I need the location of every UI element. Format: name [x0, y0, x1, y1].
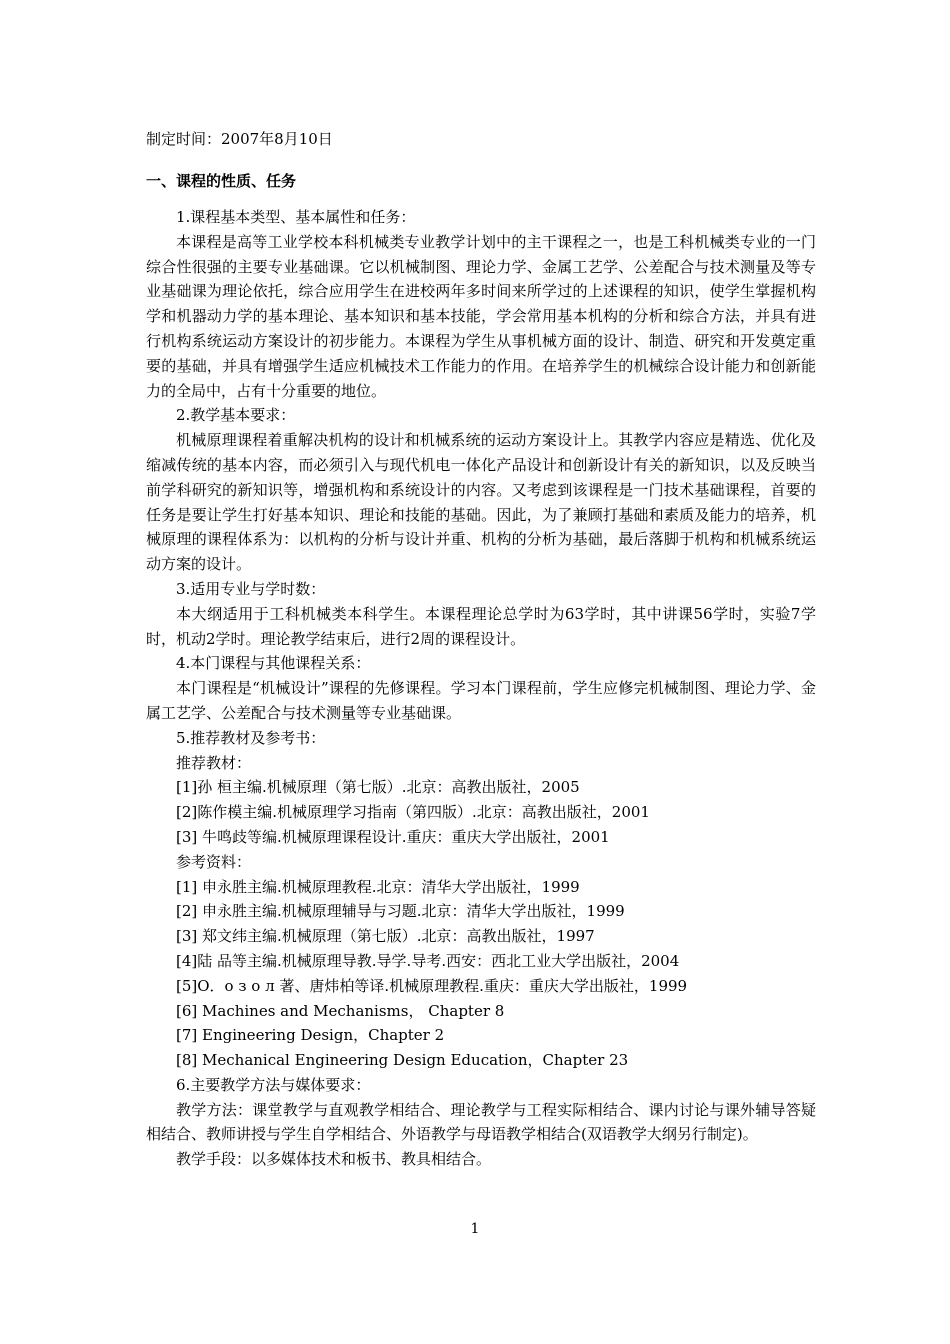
section-heading: 一、课程的性质、任务: [146, 172, 297, 190]
subsection-title-4: 4.本门课程与其他课程关系：: [176, 654, 371, 673]
textbook-item: [3] 牛鸣歧等编.机械原理课程设计.重庆：重庆大学出版社，2001: [176, 827, 610, 846]
reference-item: [6] Machines and Mechanisms， Chapter 8: [176, 1001, 505, 1020]
subsection-title-5: 5.推荐教材及参考书：: [176, 728, 326, 747]
textbook-item: [2]陈作模主编.机械原理学习指南（第四版）.北京：高教出版社，2001: [176, 803, 650, 822]
reference-item: [5]О．о з о л 著、唐炜柏等译.机械原理教程.重庆：重庆大学出版社，1999: [176, 976, 688, 995]
subsection-title-2: 2.教学基本要求：: [176, 406, 296, 425]
reference-item: [4]陆 品等主编.机械原理导教.导学.导考.西安：西北工业大学出版社，2004: [176, 951, 680, 970]
paragraph-3: 本大纲适用于工科机械类本科学生。本课程理论总学时为63学时，其中讲课56学时，实验7学时，机动2学时。理论教学结束后，进行2周的课程设计。: [146, 604, 816, 648]
paragraph-4: 本门课程是“机械设计”课程的先修课程。学习本门课程前，学生应修完机械制图、理论力学、金属工艺学、公差配合与技术测量等专业基础课。: [146, 679, 816, 722]
reference-item: [2] 申永胜主编.机械原理辅导与习题.北京：清华大学出版社，1999: [176, 902, 625, 921]
reference-item: [3] 郑文纬主编.机械原理（第七版）.北京：高教出版社，1997: [176, 927, 595, 946]
reference-item: [8] Mechanical Engineering Design Education，Chapter 23: [176, 1051, 629, 1070]
document-body: [146, 127, 816, 1172]
teaching-means-paragraph: 教学手段：以多媒体技术和板书、教具相结合。: [176, 1150, 492, 1169]
reference-item: [1] 申永胜主编.机械原理教程.北京：清华大学出版社，1999: [176, 877, 580, 896]
reference-item: [7] Engineering Design，Chapter 2: [176, 1026, 445, 1045]
paragraph-2: 机械原理课程着重解决机构的设计和机械系统的运动方案设计上。其教学内容应是精选、优化及缩减传统的基本内容，而必须引入与现代机电一体化产品设计和创新设计有关的新知识，以及反映当前学科研究的新知识等，增强机构和系统设计的内容。又考虑到该课程是一门技术基础课程，首要的任务是要让学生打好基本知识、理论和技能的基础。因此，为了兼顾打基础和素质及能力的培养，机械原理的课程体系为：以机构的分析与设计并重、机构的分析为基础，最后落脚于机构和机械系统运动方案的设计。: [146, 431, 816, 574]
subsection-title-6: 6.主要教学方法与媒体要求：: [176, 1075, 371, 1094]
references-label: 参考资料：: [176, 852, 252, 871]
date-line: 制定时间：2007年8月10日: [146, 130, 333, 148]
paragraph-1: 本课程是高等工业学校本科机械类专业教学计划中的主干课程之一，也是工科机械类专业的一门综合性很强的主要专业基础课。它以机械制图、理论力学、金属工艺学、公差配合与技术测量及等专业基础课为理论依托，综合应用学生在进校两年多时间来所学过的上述课程的知识，使学生掌握机构学和机器动力学的基本理论、基本知识和基本技能，学会常用基本机构的分析和综合方法，并具有进行机构系统运动方案设计的初步能力。本课程为学生从事机械方面的设计、制造、研究和开发奠定重要的基础，并具有增强学生适应机械技术工作能力的作用。在培养学生的机械综合设计能力和创新能力的全局中，占有十分重要的地位。: [146, 232, 816, 400]
subsection-title-3: 3.适用专业与学时数：: [176, 579, 326, 598]
teaching-methods-paragraph: 教学方法：课堂教学与直观教学相结合、理论教学与工程实际相结合、课内讨论与课外辅导答疑相结合、教师讲授与学生自学相结合、外语教学与母语教学相结合(双语教学大纲另行制定)。: [146, 1100, 816, 1144]
page-number: 1: [470, 1221, 480, 1237]
textbook-item: [1]孙 桓主编.机械原理（第七版）.北京：高教出版社，2005: [176, 778, 580, 797]
subsection-title-1: 1.课程基本类型、基本属性和任务：: [176, 208, 416, 226]
textbooks-label: 推荐教材：: [176, 753, 252, 772]
